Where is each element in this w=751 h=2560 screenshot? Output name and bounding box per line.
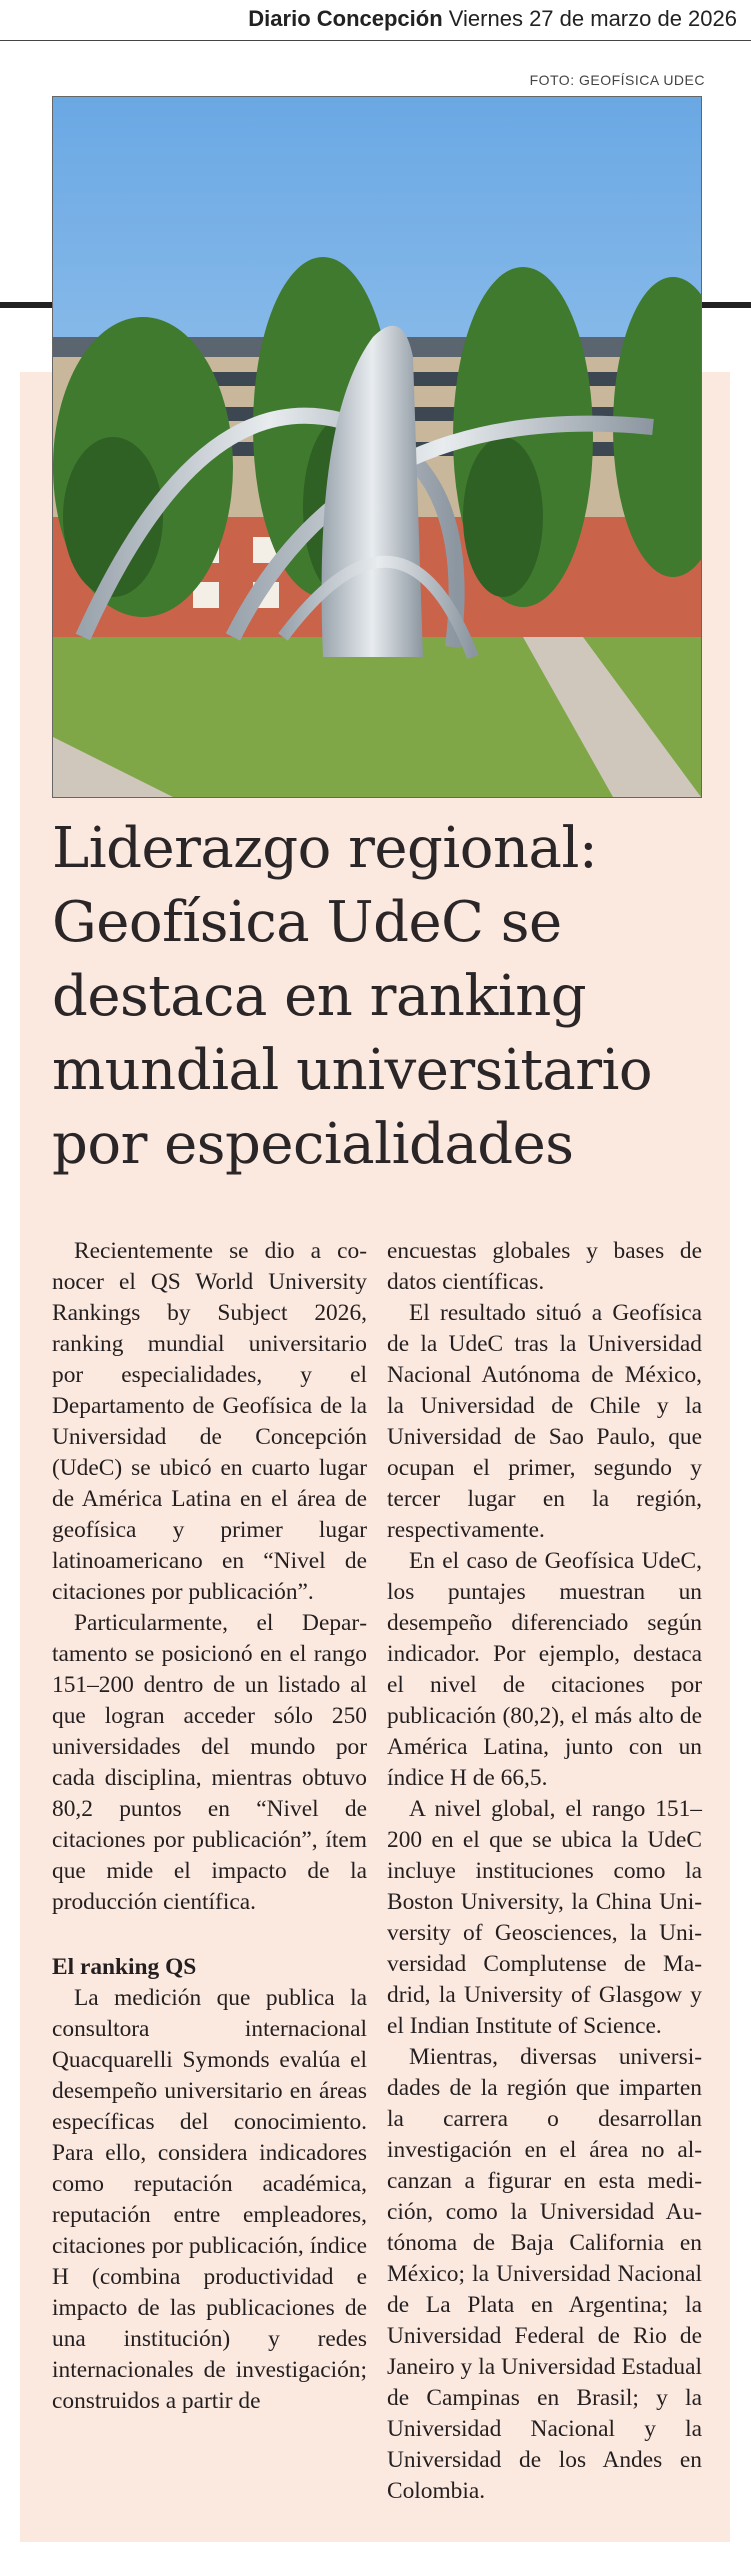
newspaper-name: Diario Concepción	[248, 6, 443, 31]
section-rule-right	[700, 302, 751, 308]
photo-image	[53, 97, 701, 797]
body-paragraph: Recientemente se dio a conocer el QS World University Rankings by Subject 2026, ranking mundial universitario por especialidades, y el Departamento de Geofísica de la Universidad de Concepción (UdeC) se ubicó en cuarto lugar de América Latina en el área de geofísica y primer lugar latinoamericano en “Nivel de citaciones por publicación”.	[52, 1238, 367, 1605]
body-paragraph: Mientras, diversas universidades de la región que imparten la carrera o desarrollan investigación en el área no alcanzan a figurar en esta medición, como la Universidad Autónoma de Baja California en México; la Universidad Nacional de La Plata en Argentina; la Universidad Federal de Rio de Janeiro y la Universidad Estadual de Campinas en Brasil; y la Universidad Nacional y la Universidad de los Andes en Colombia.	[387, 2044, 702, 2504]
body-paragraph: Particularmente, el Departamento se posicionó en el rango 151–200 dentro de un listado al que logran acceder sólo 250 universidades del mundo por cada disciplina, mientras obtuvo 80,2 puntos en “Nivel de citaciones por publicación”, ítem que mide el impacto de la producción científica.	[52, 1610, 367, 1915]
body-paragraph: La medición que publica la consultora internacional Quacquarelli Symonds evalúa el desempeño universitario en áreas específicas del conocimiento. Para ello, considera indicadores como reputación académica, reputación entre empleadores, citaciones por publicación, índice H (combina productividad e impacto de las publicaciones de una institución) y redes internacionales de investigación; construidos a partir de	[52, 1985, 367, 2414]
photo-credit: FOTO: GEOFÍSICA UDEC	[529, 72, 705, 88]
article-column-left	[52, 1236, 367, 2417]
article-headline: Liderazgo regional: Geofísica UdeC se destaca en ranking mundial universitario por especialidades	[52, 816, 653, 1177]
article-subhead: El ranking QS	[52, 1954, 197, 1980]
body-paragraph: A nivel global, el rango 151–200 en el que se ubica la UdeC incluye instituciones como la Boston University, la China University of Geosciences, la Universidad Complutense de Madrid, la University of Glasgow y el Indian Institute of Science.	[387, 1796, 702, 2039]
article-photo	[52, 96, 702, 798]
issue-date: Viernes 27 de marzo de 2026	[448, 6, 737, 31]
section-rule-left	[0, 302, 52, 308]
body-paragraph: El resultado situó a Geofísica de la UdeC tras la Universidad Nacional Autónoma de México, la Universidad de Chile y la Universidad de Sao Paulo, que ocupan el primer, segundo y tercer lugar en la región, respectivamente.	[387, 1300, 702, 1543]
body-paragraph: encuestas globales y bases de datos científicas.	[387, 1238, 702, 1295]
masthead	[0, 0, 751, 41]
article-column-right	[387, 1236, 702, 2507]
body-paragraph: En el caso de Geofísica UdeC, los puntajes muestran un desempeño diferenciado según indicador. Por ejemplo, destaca el nivel de citaciones por publicación (80,2), el más alto de América Latina, junto con un índice H de 66,5.	[387, 1548, 702, 1791]
masthead-line	[248, 6, 737, 32]
